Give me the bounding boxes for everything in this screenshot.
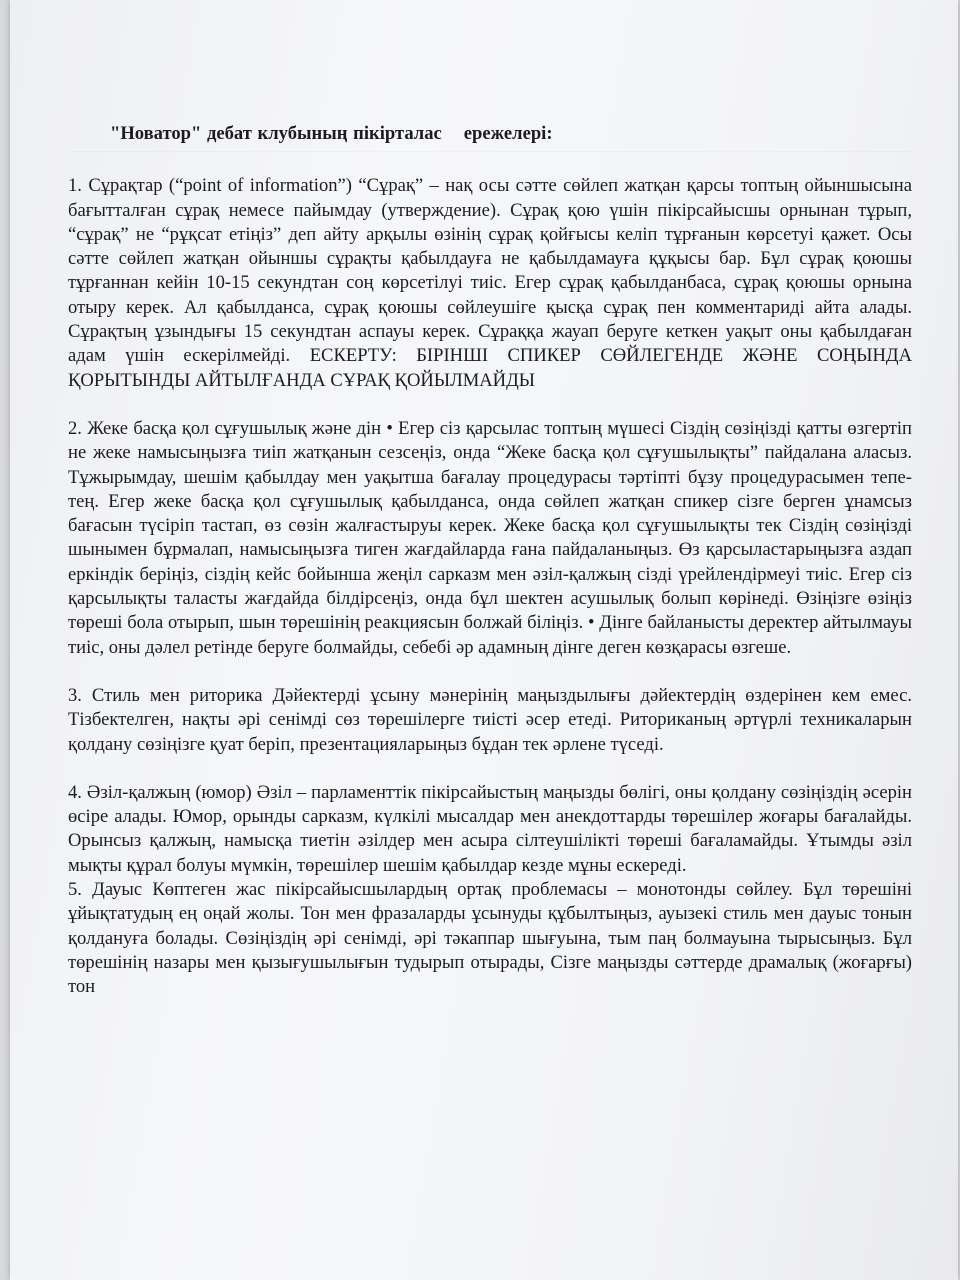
paragraph-style-rhetoric: 3. Стиль мен риторика Дәйектерді ұсыну мәнерінің маңыздылығы дәйектердің өздерінен кем емес. Тізбектелген, нақты әрі сенімді сөз төрешілерге тиісті әсер етеді. Риториканың әртүрлі техникаларын қолдану сөзіңізге қуат беріп, презентацияларыңыз бұдан тек әрлене түседі. bbox=[68, 684, 912, 755]
document-page bbox=[10, 0, 958, 1280]
paragraph-points-of-information: 1. Сұрақтар (“point of information”) “Сұрақ” – нақ осы сәтте сөйлеп жатқан қарсы топтың ойыншысына бағытталған сұрақ немесе пайымдау (утверждение). Сұрақ қою үшін пікірсайысшы орнынан тұрып, “сұрақ” не “рұқсат етіңіз” деп айту арқылы өзінің сұрақ қойғысы келіп тұрғанын көрсетуі қажет. Осы сәтте сөйлеп жатқан ойыншы сұрақты қабылдауға не қабылдамауға құқысы бар. Бұл сұрақ қоюшы тұрғаннан кейін 10-15 секундтан соң көрсетілуі тиіс. Егер сұрақ қабылданбаса, сұрақ қоюшы орнына отыру керек. Ал қабылданса, сұрақ қоюшы сөйлеушіге қысқа сұрақ пен комментариді айта алады. Сұрақтың ұзындығы 15 секундтан аспауы керек. Сұраққа жауап беруге кеткен уақыт оны қабылдаған адам үшін ескерілмейді. ЕСКЕРТУ: БІРІНШІ СПИКЕР СӨЙЛЕГЕНДЕ ЖӘНЕ СОҢЫНДА ҚОРЫТЫНДЫ АЙТЫЛҒАНДА СҰРАҚ ҚОЙЫЛМАЙДЫ bbox=[68, 175, 912, 391]
paragraph-personal-privilege-religion: 2. Жеке басқа қол сұғушылық және дін • Егер сіз қарсылас топтың мүшесі Сіздің сөзіңізді қатты өзгертіп не жеке намысыңызға тиіп жатқанын сезсеңіз, онда “Жеке басқа қол сұғушылықты” пайдалана аласыз. Тұжырымдау, шешім қабылдау мен уақытша бағалау процедурасы тәртіпті бұзу процедурасымен тепе-тең. Егер жеке басқа қол сұғушылық қабылданса, онда сөйлеп жатқан спикер сізге берген ұнамсыз бағасын түсіріп тастап, өз сөзін жалғастыруы керек. Жеке басқа қол сұғушылықты тек Сіздің сөзіңізді шынымен бұрмалап, намысыңызға тиген жағдайларда ғана пайдаланыңыз. Өз қарсыластарыңызға аздап еркіндік беріңіз, сіздің кейс бойынша жеңіл сарказм мен әзіл-қалжың сізді үрейлендірмеуі тиіс. Егер сіз қарсылықты таласты жағдайда білдірсеңіз, онда бұл шектен асушылық болып көрінеді. Өзіңізге өзіңіз төреші бола отырып, шын төрешінің реакциясын болжай біліңіз. • Дінге байланысты деректер айтылмауы тиіс, оны дәлел ретінде беруге болмайды, себебі әр адамның дінге деген көзқарасы өзгеше. bbox=[68, 417, 912, 658]
paragraph-voice: 5. Дауыс Көптеген жас пікірсайысшылардың ортақ проблемасы – монотонды сөйлеу. Бұл төрешіні ұйықтатудың ең оңай жолы. Тон мен фразаларды ұсынуды құбылтыңыз, ауызекі стиль мен дауыс тонын қолдануға болады. Сөзіңіздің әрі сенімді, әрі тәкаппар шығуына, тым паң болмауына тырысыңыз. Бұл төрешінің назары мен қызығушылығын тудырып отырады, Сізге маңызды сәттерде драмалық (жоғарғы) тон bbox=[68, 879, 912, 998]
title-text-end: ережелері: bbox=[463, 123, 553, 144]
document-body bbox=[68, 122, 912, 1000]
paragraph-humor: 4. Әзіл-қалжың (юмор) Әзіл – парламенттік пікірсайыстың маңызды бөлігі, оны қолдану сөзіңіздің әсерін өсіре алады. Юмор, орынды сарказм, күлкілі мысалдар мен анекдоттарды төрешілер жоғары бағалайды. Орынсыз қалжың, намысқа тиетін әзілдер мен асыра сілтеушілікті төреші бағаламайды. Ұтымды әзіл мықты құрал болуы мүмкін, төрешілер шешім қабылдар кезде мұны ескереді. bbox=[68, 781, 912, 876]
title-text: "Новатор" дебат клубының пікірталас bbox=[110, 123, 442, 144]
document-title bbox=[110, 122, 912, 146]
